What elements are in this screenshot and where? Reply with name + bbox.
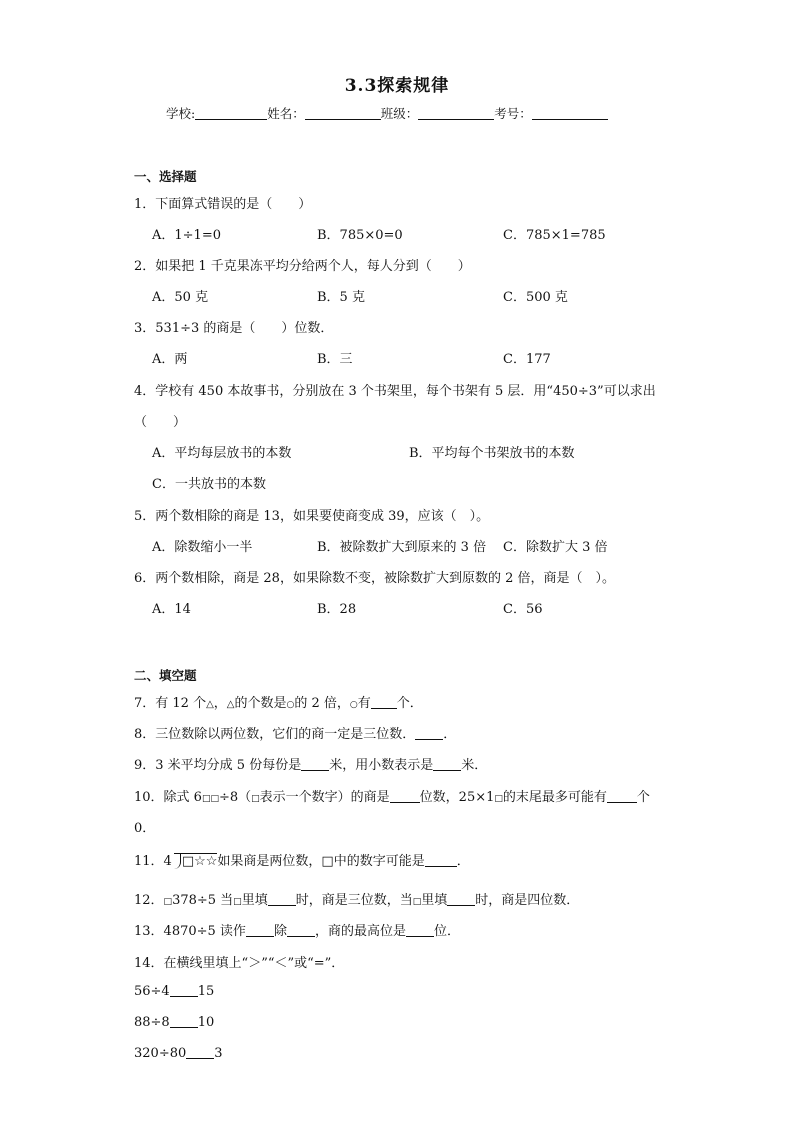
q10-blank-2[interactable]: [607, 790, 637, 803]
page-title: 3.3探索规律: [344, 76, 450, 96]
circle-icon: ○: [349, 700, 358, 710]
q4-option-b[interactable]: B．平均每个书架放书的本数: [409, 446, 575, 461]
q5-option-a[interactable]: A．除数缩小一半: [152, 540, 253, 555]
q1-option-a[interactable]: A．1÷1=0: [152, 228, 221, 243]
q14-expr-2: 88÷8 10: [134, 1015, 215, 1030]
q13: 13．4870÷5 读作 除 ，商的最高位是 位．: [134, 924, 460, 939]
q8-blank[interactable]: [415, 727, 443, 740]
q12-blank-2[interactable]: [447, 893, 475, 906]
q2-stem: 2．如果把 1 千克果冻平均分给两个人，每人分到（ ）: [134, 259, 471, 274]
q4-option-c[interactable]: C．一共放书的本数: [152, 477, 266, 492]
q7: 7．有 12 个△，△的个数是○的 2 倍，○有 个．: [134, 696, 423, 711]
q13-blank-3[interactable]: [406, 924, 434, 937]
section-fill: 二、填空题: [134, 668, 197, 683]
name-blank[interactable]: [305, 106, 381, 120]
q11-blank[interactable]: [425, 854, 457, 867]
q3-option-c[interactable]: C．177: [503, 352, 551, 367]
q6-stem: 6．两个数相除，商是 28，如果除数不变，被除数扩大到原数的 2 倍，商是（ ）。: [134, 571, 615, 586]
class-label: 班级：: [380, 106, 419, 121]
q14-expr-1: 56÷4 15: [134, 984, 215, 999]
q6-option-c[interactable]: C．56: [503, 602, 543, 617]
q12-blank-1[interactable]: [268, 893, 296, 906]
long-division-bracket: [174, 853, 218, 869]
q5-option-b[interactable]: B．被除数扩大到原来的 3 倍: [317, 540, 487, 555]
circle-icon: ○: [286, 700, 295, 710]
q6-option-b[interactable]: B．28: [317, 602, 357, 617]
q3-stem: 3．531÷3 的商是（ ）位数．: [134, 321, 334, 336]
dividend: □☆☆: [181, 854, 218, 869]
q10-cont: 0．: [134, 821, 156, 836]
q4-stem-cont: （ ）: [134, 415, 187, 430]
triangle-icon: △: [206, 699, 214, 710]
q1-stem: 1．下面算式错误的是（ ）: [134, 197, 312, 212]
school-label: 学校:: [166, 106, 196, 121]
school-blank[interactable]: [195, 106, 267, 120]
q12: 12．□378÷5 当□里填 时，商是三位数，当□里填 时，商是四位数．: [134, 893, 580, 908]
q10: 10．除式 6□□÷8（□表示一个数字）的商是 位数，25×1□的末尾最多可能有 个: [134, 790, 650, 805]
q14-blank-2[interactable]: [170, 1015, 198, 1028]
square-icon: □: [163, 897, 173, 907]
divisor: 4: [163, 854, 172, 869]
square-icon: □: [494, 794, 503, 804]
q9-blank-2[interactable]: [433, 758, 461, 771]
student-info-line: [166, 104, 608, 122]
name-label: 姓名：: [267, 106, 305, 121]
square-icon: □: [233, 897, 242, 907]
q7-blank[interactable]: [371, 696, 397, 709]
square-icon: □: [412, 897, 422, 907]
q8: 8．三位数除以两位数，它们的商一定是三位数． ．: [134, 727, 457, 742]
triangle-icon: △: [226, 699, 235, 710]
q5-option-c[interactable]: C．除数扩大 3 倍: [503, 540, 608, 555]
q2-option-a[interactable]: A．50 克: [152, 290, 209, 305]
exam-no-label: 考号：: [494, 106, 532, 121]
q3-option-a[interactable]: A．两: [152, 352, 188, 367]
q14-blank-1[interactable]: [170, 984, 198, 997]
q3-option-b[interactable]: B．三: [317, 352, 353, 367]
q4-stem: 4．学校有 450 本故事书，分别放在 3 个书架里，每个书架有 5 层．用“450÷3”可以求出: [134, 384, 656, 399]
q11: 11．4 □☆☆如果商是两位数，□中的数字可能是 ．: [134, 854, 470, 869]
class-blank[interactable]: [418, 106, 494, 120]
q14-stem: 14．在横线里填上“＞”“＜”或“=”．: [134, 956, 345, 971]
q13-blank-1[interactable]: [246, 924, 274, 937]
q6-option-a[interactable]: A．14: [152, 602, 191, 617]
q14-blank-3[interactable]: [186, 1046, 214, 1059]
section-choice: 一、选择题: [134, 169, 197, 184]
q5-stem: 5．两个数相除的商是 13，如果要使商变成 39，应该（ ）。: [134, 509, 490, 524]
q13-blank-2[interactable]: [287, 924, 315, 937]
q4-option-a[interactable]: A．平均每层放书的本数: [152, 446, 292, 461]
q10-blank-1[interactable]: [390, 790, 420, 803]
q9: 9．3 米平均分成 5 份每份是 米，用小数表示是 米．: [134, 758, 488, 773]
q14-expr-3: 320÷80 3: [134, 1046, 223, 1061]
q2-option-b[interactable]: B．5 克: [317, 290, 365, 305]
square-icon: □□: [201, 794, 219, 804]
q1-option-b[interactable]: B．785×0=0: [317, 228, 403, 243]
q2-option-c[interactable]: C．500 克: [503, 290, 568, 305]
exam-no-blank[interactable]: [532, 106, 608, 120]
q1-option-c[interactable]: C．785×1=785: [503, 228, 606, 243]
q9-blank-1[interactable]: [301, 758, 329, 771]
square-icon: □: [251, 794, 260, 804]
